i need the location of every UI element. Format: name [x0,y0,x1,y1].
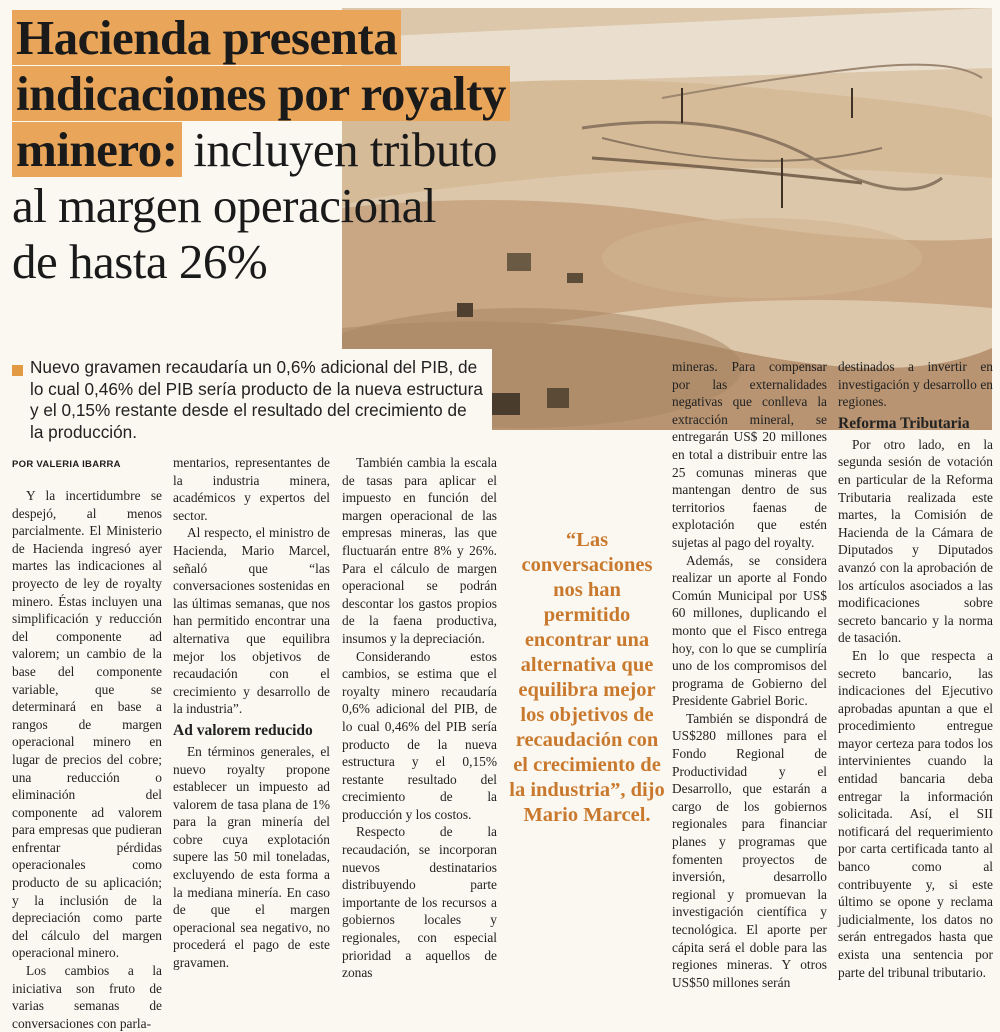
article-column-2 [173,454,330,972]
paragraph: También se dispondrá de US$280 millones para el Fondo Regional de Productividad y el Desarrollo, que estarán a cargo de los gobiernos regionales para financiar planes y programas que fomenten proyectos de inversión, desarrollo regional y promuevan la investigación científica y tecnológica. El aporte per cápita será el doble para las regiones mineras. Y otros US$50 millones serán [672,710,827,990]
paragraph: En lo que respecta a secreto bancario, las indicaciones del Ejecutivo aprobadas apuntan a que el procedimiento entregue mayor certeza para todos los intervinientes cuando la entidad bancaria deba entregar la información solicitada. Así, el SII notificará del requerimiento por carta certificada tanto al banco como al contribuyente y, si este último se opone y reclama judicialmente, los datos no serán entregados hasta que exista una sentencia por parte del tribunal tributario. [838,647,993,980]
paragraph: Por otro lado, en la segunda sesión de votación en particular de la Reforma Tributaria realizada este martes, la Comisión de Hacienda de la Cámara de Diputados y Diputados avanzó con la aprobación de los artículos asociados a las modificaciones sobre secreto bancario y la norma de tasación. [838,436,993,646]
byline: POR VALERIA IBARRA [12,459,121,470]
article-column-4 [672,358,827,991]
headline-line-4: al margen operacional [12,178,436,233]
headline-line-3-bold: minero: [12,122,182,177]
paragraph: En términos generales, el nuevo royalty propone establecer un impuesto ad valorem de tasa plana de 1% para la gran minería del cobre cuya explotación supere las 50 mil toneladas, excluyendo de esta forma a la mediana minería. En caso de que el margen operacional sea negativo, no procederá el pago de este gravamen. [173,743,330,971]
headline [12,10,612,290]
paragraph: Además, se considera realizar un aporte al Fondo Común Municipal por US$ 60 millones, duplicando el monto que el Fisco entrega hoy, con lo que se cumpliría uno de los compromisos del programa de Gobierno del Presidente Gabriel Boric. [672,552,827,709]
paragraph: Los cambios a la iniciativa son fruto de varias semanas de conversaciones con parla- [12,963,162,1031]
article-column-3 [342,454,497,982]
paragraph: Considerando estos cambios, se estima que el royalty minero recaudaría 0,6% adicional del PIB, de lo cual 0,46% del PIB sería producto de la nueva estructura y el 0,15% restante resultado del crecimiento de la producción y los costos. [342,648,497,822]
bullet-square-icon [12,365,23,376]
pull-quote: “Las conversaciones nos han permitido encontrar una alternativa que equilibra mejor los objetivos de recaudación con el crecimiento de la industria”, dijo Mario Marcel. [509,529,665,826]
paragraph: mentarios, representantes de la industria minera, académicos y expertos del sector. [173,455,330,523]
headline-line-1: Hacienda presenta [12,10,401,65]
lead-text: Nuevo gravamen recaudaría un 0,6% adicional del PIB, de lo cual 0,46% del PIB sería producto de la nueva estructura y el 0,15% restante desde el resultado del crecimiento de la producción. [30,357,483,442]
paragraph: Respecto de la recaudación, se incorporan nuevos destinatarios distribuyendo parte importante de los recursos a gobiernos locales y regionales, con especial prioridad a aquellos de zonas [342,824,497,981]
paragraph: mineras. Para compensar por las externalidades negativas que conlleva la extracción mineral, se entregarán US$ 20 millones en total a distribuir entre las 25 comunas mineras que mantengan dentro de sus territorios faenas de explotación que estén sujetas al pago del royalty. [672,359,827,550]
paragraph: destinados a invertir en investigación y desarrollo en regiones. [838,359,993,410]
subheading-ad-valorem: Ad valorem reducido [173,721,313,739]
article-column-1 [12,487,162,1032]
paragraph: También cambia la escala de tasas para aplicar el impuesto en función del margen operacional de las empresas mineras, las que fluctuarán entre 8% y 26%. Para el cálculo de margen operacional se podrán descontar los gastos propios de la faena productiva, insumos y la depreciación. [342,455,497,646]
paragraph: Y la incertidumbre se despejó, al menos parcialmente. El Ministerio de Hacienda ingresó ayer martes las indicaciones al proyecto de ley de royalty minero. Éstas incluyen una simplificación y reducción del componente ad valorem; un cambio de la base del componente variable, que se determinará en base a rangos de margen operacional minero en lugar de precios del cobre; una reducción o eliminación del componente ad valorem para empresas que pudieran enfrentar pérdidas operacionales como producto de su aplicación; y la inclusión de la depreciación como parte del cálculo del margen operacional minero. [12,488,162,961]
headline-line-5: de hasta 26% [12,234,268,289]
headline-line-2: indicaciones por royalty [12,66,510,121]
paragraph: Al respecto, el ministro de Hacienda, Mario Marcel, señaló que “las conversaciones sostenidas en las últimas semanas, que nos han permitido encontrar una alternativa que equilibra mejor los objetivos de recaudación con el crecimiento y desarrollo de la industria”. [173,525,330,717]
article-column-5 [838,358,993,981]
subheading-reforma-tributaria: Reforma Tributaria [838,414,970,432]
headline-line-3-light: incluyen tributo [181,122,498,177]
lead-box [0,349,492,442]
